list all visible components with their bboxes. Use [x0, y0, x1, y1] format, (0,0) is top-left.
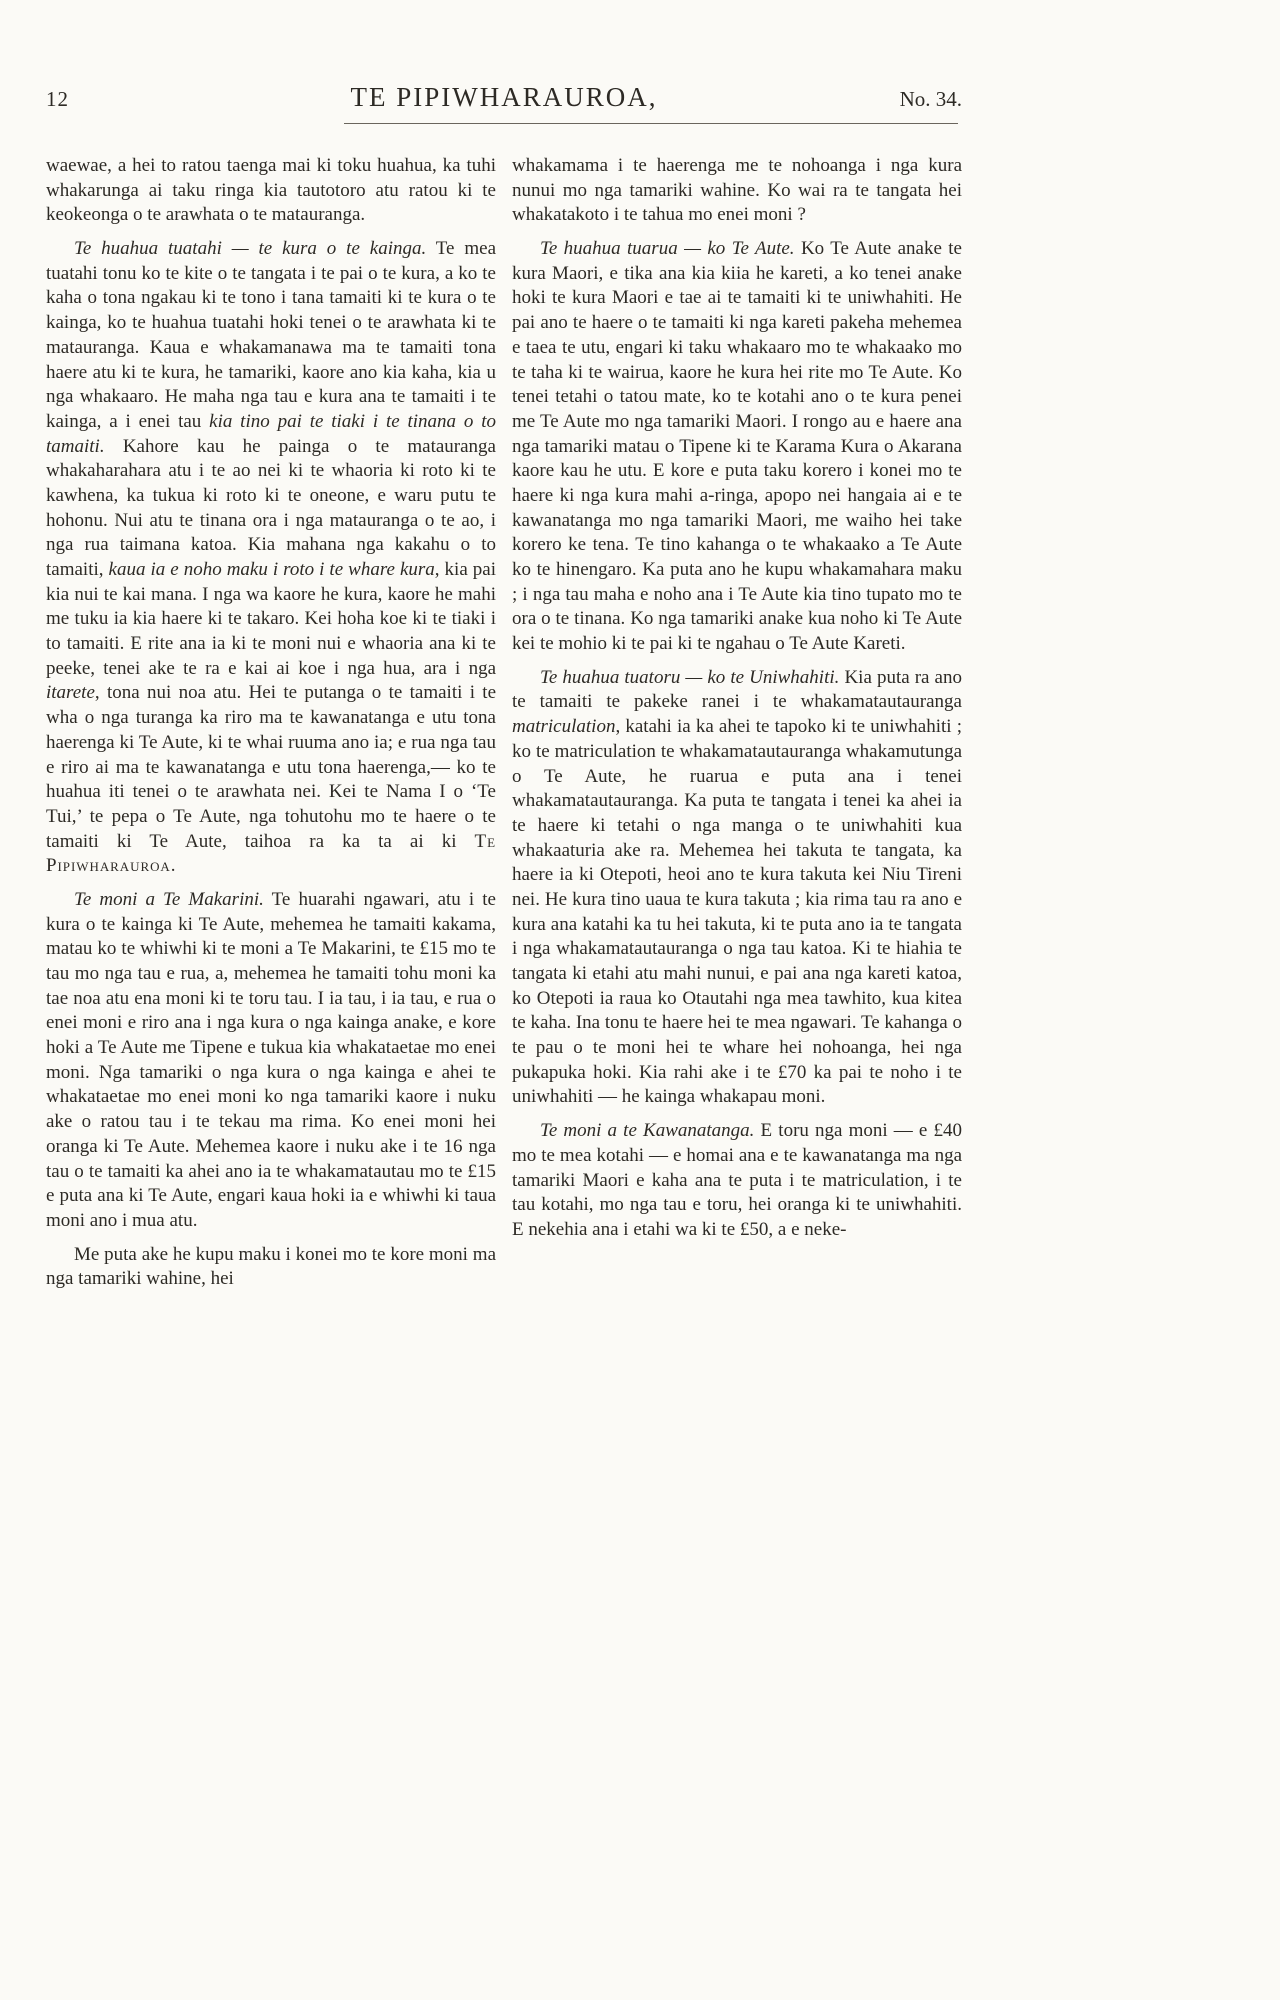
- text-run: , tona nui noa atu. Hei te putanga o te tamaiti i te wha o nga turanga ka riro ma te kawanatanga e utu tona haerenga ki Te Aute, ki te whai ruuma ano ia; e rua nga tau e riro ai ma te kawanatanga e utu tona haerenga,— ko te huahua iti tenei o te arawhata nei. Kei te Nama I o ‘Te Tui,’ te pepa o Te Aute, nga tohutohu mo te haere o te tamaiti ki Te Aute, taihoa ra ka ta ai ki: [46, 682, 496, 852]
- paragraph: [46, 237, 496, 879]
- issue-number: No. 34.: [899, 87, 962, 111]
- page-number: 12: [46, 87, 69, 111]
- paragraph: [46, 888, 496, 1234]
- page-header: [46, 82, 962, 113]
- smallcaps-text-run: Te Pipiwharauroa: [46, 830, 496, 877]
- text-run: .: [170, 855, 176, 877]
- paragraph: [46, 154, 496, 228]
- italic-text-run: Te huahua tuatoru — ko te Uniwhahiti.: [540, 666, 840, 688]
- text-columns: [46, 154, 962, 1292]
- italic-text-run: Te huahua tuatahi — te kura o te kainga.: [74, 238, 427, 260]
- text-run: whakamama i te haerenga me te nohoanga i nga kura nunui mo nga tamariki wahine. Ko wai ra te tangata hei whakatakoto i te tahua mo enei moni ?: [512, 155, 962, 226]
- journal-title: TE PIPIWHARAUROA,: [350, 82, 658, 112]
- italic-text-run: kaua ia e noho maku i roto i te whare kura: [108, 559, 435, 580]
- italic-text-run: kia tino pai te tiaki i te tinana o to tamaiti.: [46, 410, 497, 457]
- left-column: [46, 154, 496, 1292]
- text-run: Te huarahi ngawari, atu i te kura o te kainga ki Te Aute, mehemea he tamaiti kakama, matau ko te whiwhi ki te moni a Te Makarini, te £15 mo te tau mo nga tau e rua, a, mehemea he tamaiti tohu moni ka tae noa atu ena moni ki te toru tau. I ia tau, i ia tau, e rua o enei moni e riro ana i nga kura o nga kainga anake, e kore hoki a Te Aute me Tipene e tukua kia whakataetae mo enei moni. Nga tamariki o nga kura o nga kainga e ahei te whakataetae mo enei moni ko nga tamariki kaore i nuku ake o ratou tau i te tekau ma rima. Ko enei moni hei oranga ki Te Aute. Mehemea kaore i nuku ake i te 16 nga tau o te tamaiti ka ahei ano ia te whakamatautau mo te £15 e puta ana ki Te Aute, engari kaua hoki ia e whiwhi ki taua moni ano i mua atu.: [46, 888, 496, 1231]
- text-run: Kahore kau he painga o te matauranga whakaharahara atu i te ao nei ki te whaoria ki roto ki te kawhena, ka tukua ki roto ki te oneone, e waru putu te hohonu. Nui atu te tinana ora i nga matauranga o te ao, i nga rua taimana katoa. Kia mahana nga kakahu o to tamaiti,: [46, 435, 496, 580]
- italic-text-run: Te moni a Te Makarini.: [74, 888, 264, 910]
- printed-area: [46, 82, 962, 1292]
- paragraph: [46, 1243, 496, 1292]
- italic-text-run: Te huahua tuarua — ko Te Aute.: [540, 238, 795, 260]
- italic-text-run: itarete: [46, 682, 95, 704]
- text-run: , kia pai kia nui te kai mana. I nga wa kaore he kura, kaore he mahi me tuku ia kia haere ki te takaro. Kei hoha koe ki te tiaki i to tamaiti. E rite ana ia ki te moni nui e whaoria ana ki te peeke, tenei ake te ra e kai ai koe i nga hua, ara i nga: [46, 559, 496, 679]
- paragraph: [512, 1119, 962, 1242]
- text-run: waewae, a hei to ratou taenga mai ki toku huahua, ka tuhi whakarunga ai taku ringa kia tautotoro atu ratou ki te keokeonga o te arawhata o te matauranga.: [46, 155, 496, 226]
- text-run: Ko Te Aute anake te kura Maori, e tika ana kia kiia he kareti, a ko tenei anake hoki te kura Maori e tae ai te tamaiti ki te uniwhahiti. He pai ano te haere o te tamaiti ki nga kareti pakeha mehemea e taea te utu, engari ki taku whakaaro mo te whakaako mo te taha ki te wairua, kaore he kura hei rite mo Te Aute. Ko tenei tetahi o tatou mate, ko te kotahi ano o te kura penei me Te Aute mo nga tamariki Maori. I rongo au e haere ana nga tamariki matau o Tipene ki te Karama Kura o Akarana kaore kau he utu. E kore e puta taku korero i konei mo te haere ki nga kura mahi a-ringa, apopo nei hangaia ai e te kawanatanga mo nga tamariki Maori, me waiho hei take korero ke tena. Te tino kahanga o te whakaako a Te Aute ko te hinengaro. Ka puta ano he kupu whakamahara maku ; i nga tau maha e noho ana i Te Aute kia tino tupato mo te ora o te tinana. Ko nga tamariki anake kua noho ki Te Aute kei te mohio ki te pai ki te ngahau o Te Aute Kareti.: [512, 238, 962, 655]
- text-run: Te mea tuatahi tonu ko te kite o te tangata i te pai o te kura, a ko te kaha o tona ngakau ki te tono i tana tamaiti ki te kura o te kainga, ko te huahua tuatahi hoki tenei o te arawhata ki te matauranga. Kaua e whakamanawa ma te tamaiti tona haere atu ki te kura, he tamariki, kaore ano kia kaha, kia u nga whakaaro. He maha nga tau e kura ana te tamaiti i te kainga, a i enei tau: [46, 238, 497, 432]
- paragraph: [512, 237, 962, 657]
- text-run: , katahi ia ka ahei te tapoko ki te uniwhahiti ; ko te matriculation te whakamatautauranga whakamutunga o Te Aute, he ruarua e puta ana i tenei whakamatautauranga. Ka puta te tangata i tenei ka ahei ia te haere ki tetahi o nga manga o te uniwhahiti kua whakaaturia ake ra. Mehemea hei takuta te tangata, ka haere ia ki Otepoti, heoi ano te kura takuta kei Niu Tireni nei. He kura tino uaua te kura takuta ; kia rima tau ra ano e kura ana katahi ka tu hei takuta, ki te puta ano ia te tangata i nga whakamatautauranga o nga tau katoa. Ki te hiahia te tangata ki etahi atu mahi nunui, e pai ana nga kareti katoa, ko Otepoti ia raua ko Otautahi nga mea tawhito, kua kitea te kaha. Ina tonu te haere hei te mea ngawari. Te kahanga o te pau o te moni hei te whare hei nohoanga, hei nga pukapuka hoki. Kia rahi ake i te £70 ka pai te noho i te uniwhahiti — he kainga whakapau moni.: [512, 716, 962, 1108]
- paragraph: [512, 666, 962, 1110]
- italic-text-run: Te moni a te Kawanatanga.: [540, 1120, 755, 1142]
- italic-text-run: matriculation: [512, 716, 616, 738]
- text-run: E toru nga moni — e £40 mo te mea kotahi — e homai ana e te kawanatanga ma nga tamariki Maori e kaha ana te puta i te matriculation, i te tau kotahi, mo nga tau e toru, hei oranga ki te uniwhahiti. E nekehia ana i etahi wa ki te £50, a e neke-: [512, 1120, 963, 1240]
- header-rule: [344, 123, 958, 124]
- text-run: Me puta ake he kupu maku i konei mo te kore moni ma nga tamariki wahine, hei: [46, 1243, 496, 1290]
- text-run: Kia puta ra ano te tamaiti te pakeke ranei i te whakamatautauranga: [512, 666, 962, 713]
- right-column: [512, 154, 962, 1292]
- paragraph: [512, 154, 962, 228]
